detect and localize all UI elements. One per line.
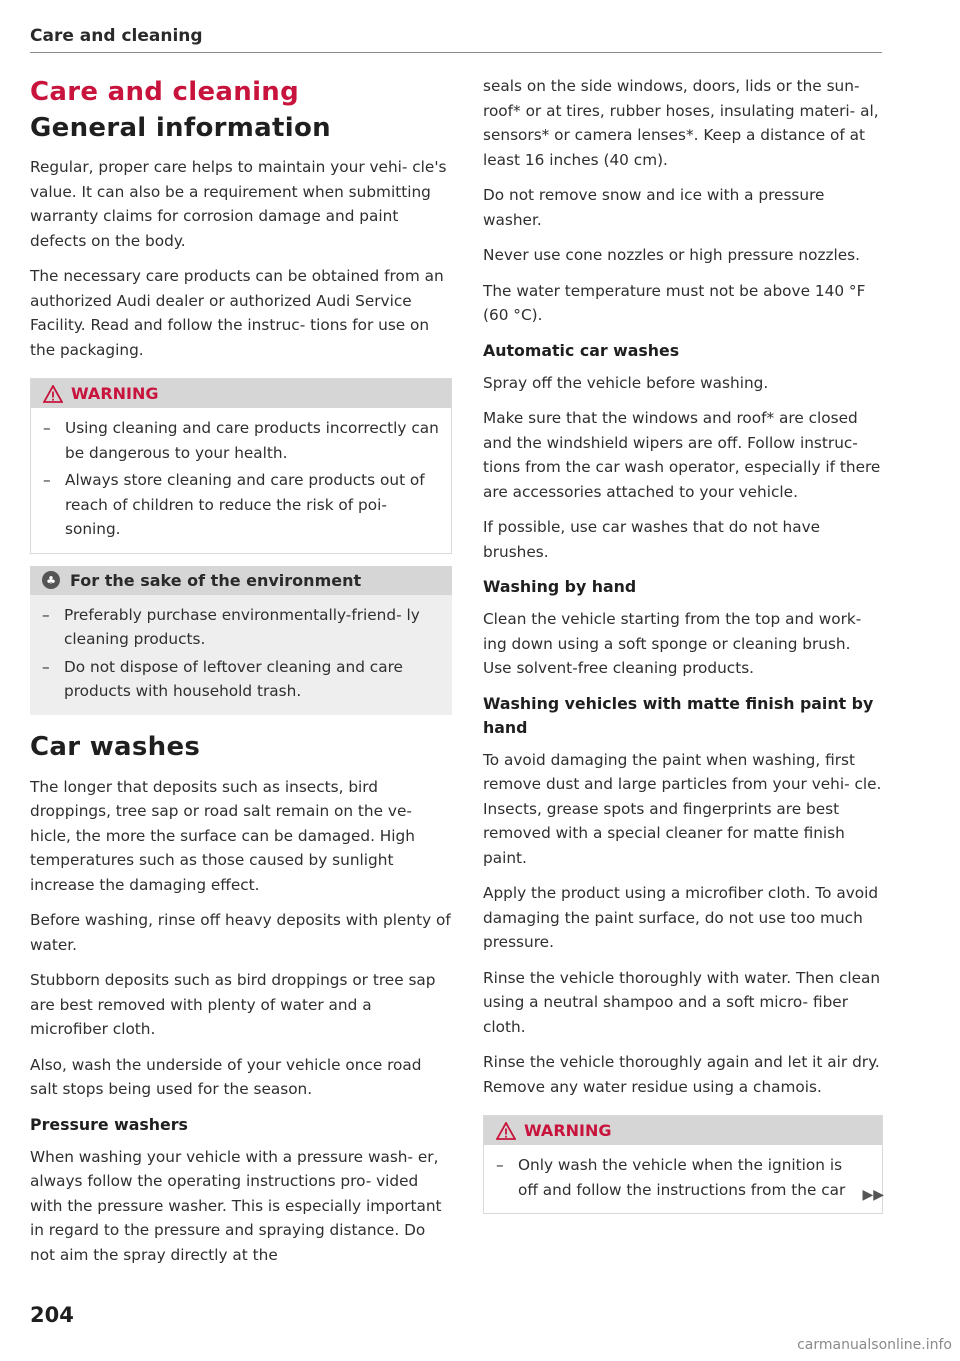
warning-header	[484, 1116, 882, 1145]
body-paragraph: Spray off the vehicle before washing.	[483, 373, 769, 392]
body-paragraph: When washing your vehicle with a pressure wash- er, always follow the operating instructions pro- vided with the pressure washer. This is especially important in regard to the pressure and spraying distance. Do not aim the spray directly at the	[30, 1147, 442, 1264]
body-paragraph: Clean the vehicle starting from the top and work- ing down using a soft sponge or cleaning brush. Use solvent-free cleaning products.	[483, 610, 862, 677]
intro-paragraph: Regular, proper care helps to maintain your vehi- cle's value. It can also be a requirement when submitting warranty claims for corrosion damage and paint defects on the body.	[30, 158, 447, 250]
continue-arrow-icon: ▶▶	[862, 1187, 884, 1203]
body-paragraph: The longer that deposits such as insects, bird droppings, tree sap or road salt remain on the ve- hicle, the more the surface can be damaged. High temperatures such as those caused by sunlight increase the damaging effect.	[30, 777, 415, 894]
list-item: – Preferably purchase environmentally-friend- ly cleaning products.	[42, 605, 420, 648]
warning-triangle-icon	[496, 1122, 516, 1140]
chapter-title: Care and cleaning	[30, 77, 299, 107]
subheading-matte-finish: Washing vehicles with matte finish paint by hand	[483, 693, 874, 737]
list-item: – Do not dispose of leftover cleaning and care products with household trash.	[42, 657, 403, 700]
environment-heading: For the sake of the environment	[70, 570, 362, 590]
environment-leaf-icon: ♣	[42, 571, 60, 589]
subheading-washing-by-hand: Washing by hand	[483, 577, 637, 596]
running-header: Care and cleaning	[30, 26, 203, 46]
warning-body	[31, 408, 451, 553]
body-paragraph: If possible, use car washes that do not have brushes.	[483, 518, 821, 561]
watermark: carmanualsonline.info	[797, 1337, 952, 1353]
body-paragraph: Before washing, rinse off heavy deposits with plenty of water.	[30, 911, 451, 954]
body-paragraph: Make sure that the windows and roof* are closed and the windshield wipers are off. Follow instruc- tions from the car wash operator, especially if there are accessories attached to your vehicle.	[483, 409, 881, 501]
warning-body	[484, 1145, 882, 1213]
list-item: – Only wash the vehicle when the ignition is off and follow the instructions from the car	[496, 1156, 846, 1199]
warning-header	[31, 379, 451, 408]
left-column	[30, 74, 452, 1278]
warning-triangle-icon	[43, 385, 63, 403]
body-paragraph: Rinse the vehicle thoroughly again and let it air dry. Remove any water residue using a chamois.	[483, 1053, 880, 1096]
warning-box	[483, 1115, 883, 1214]
intro-paragraph: The necessary care products can be obtained from an authorized Audi dealer or authorized Audi Service Facility. Read and follow the instruc- tions for use on the packaging.	[30, 267, 444, 359]
body-paragraph: Also, wash the underside of your vehicle once road salt stops being used for the season.	[30, 1055, 422, 1098]
warning-box	[30, 378, 452, 554]
body-paragraph: To avoid damaging the paint when washing, first remove dust and large particles from your vehi- cle. Insects, grease spots and fingerprints are best removed with a special cleaner for matte finish paint.	[483, 750, 882, 867]
body-paragraph: Do not remove snow and ice with a pressure washer.	[483, 186, 825, 229]
right-column	[483, 74, 883, 1226]
body-paragraph: The water temperature must not be above 140 °F (60 °C).	[483, 281, 866, 324]
body-paragraph: Stubborn deposits such as bird droppings or tree sap are best removed with plenty of water and a microfiber cloth.	[30, 971, 436, 1038]
page-number: 204	[30, 1303, 74, 1327]
header-divider	[30, 52, 882, 53]
warning-heading: WARNING	[524, 1121, 612, 1140]
environment-header	[30, 566, 452, 595]
section-title-car-washes: Car washes	[30, 731, 201, 762]
environment-body	[30, 595, 452, 715]
subheading-pressure-washers: Pressure washers	[30, 1114, 188, 1134]
subheading-automatic-car-washes: Automatic car washes	[483, 340, 680, 360]
section-title-general: General information	[30, 113, 331, 143]
body-paragraph: Never use cone nozzles or high pressure nozzles.	[483, 246, 861, 264]
body-paragraph: seals on the side windows, doors, lids or the sun- roof* or at tires, rubber hoses, insulating materi- al, sensors* or camera lenses*. Keep a distance of at least 16 inches (40 cm).	[483, 77, 879, 169]
body-paragraph: Apply the product using a microfiber cloth. To avoid damaging the paint surface, do not use too much pressure.	[483, 884, 879, 951]
list-item: – Using cleaning and care products incorrectly can be dangerous to your health.	[43, 419, 439, 462]
body-paragraph: Rinse the vehicle thoroughly with water. Then clean using a neutral shampoo and a soft micro- fiber cloth.	[483, 968, 881, 1036]
environment-box	[30, 566, 452, 715]
list-item: – Always store cleaning and care products out of reach of children to reduce the risk of poi- soning.	[43, 471, 425, 538]
warning-heading: WARNING	[71, 384, 159, 403]
